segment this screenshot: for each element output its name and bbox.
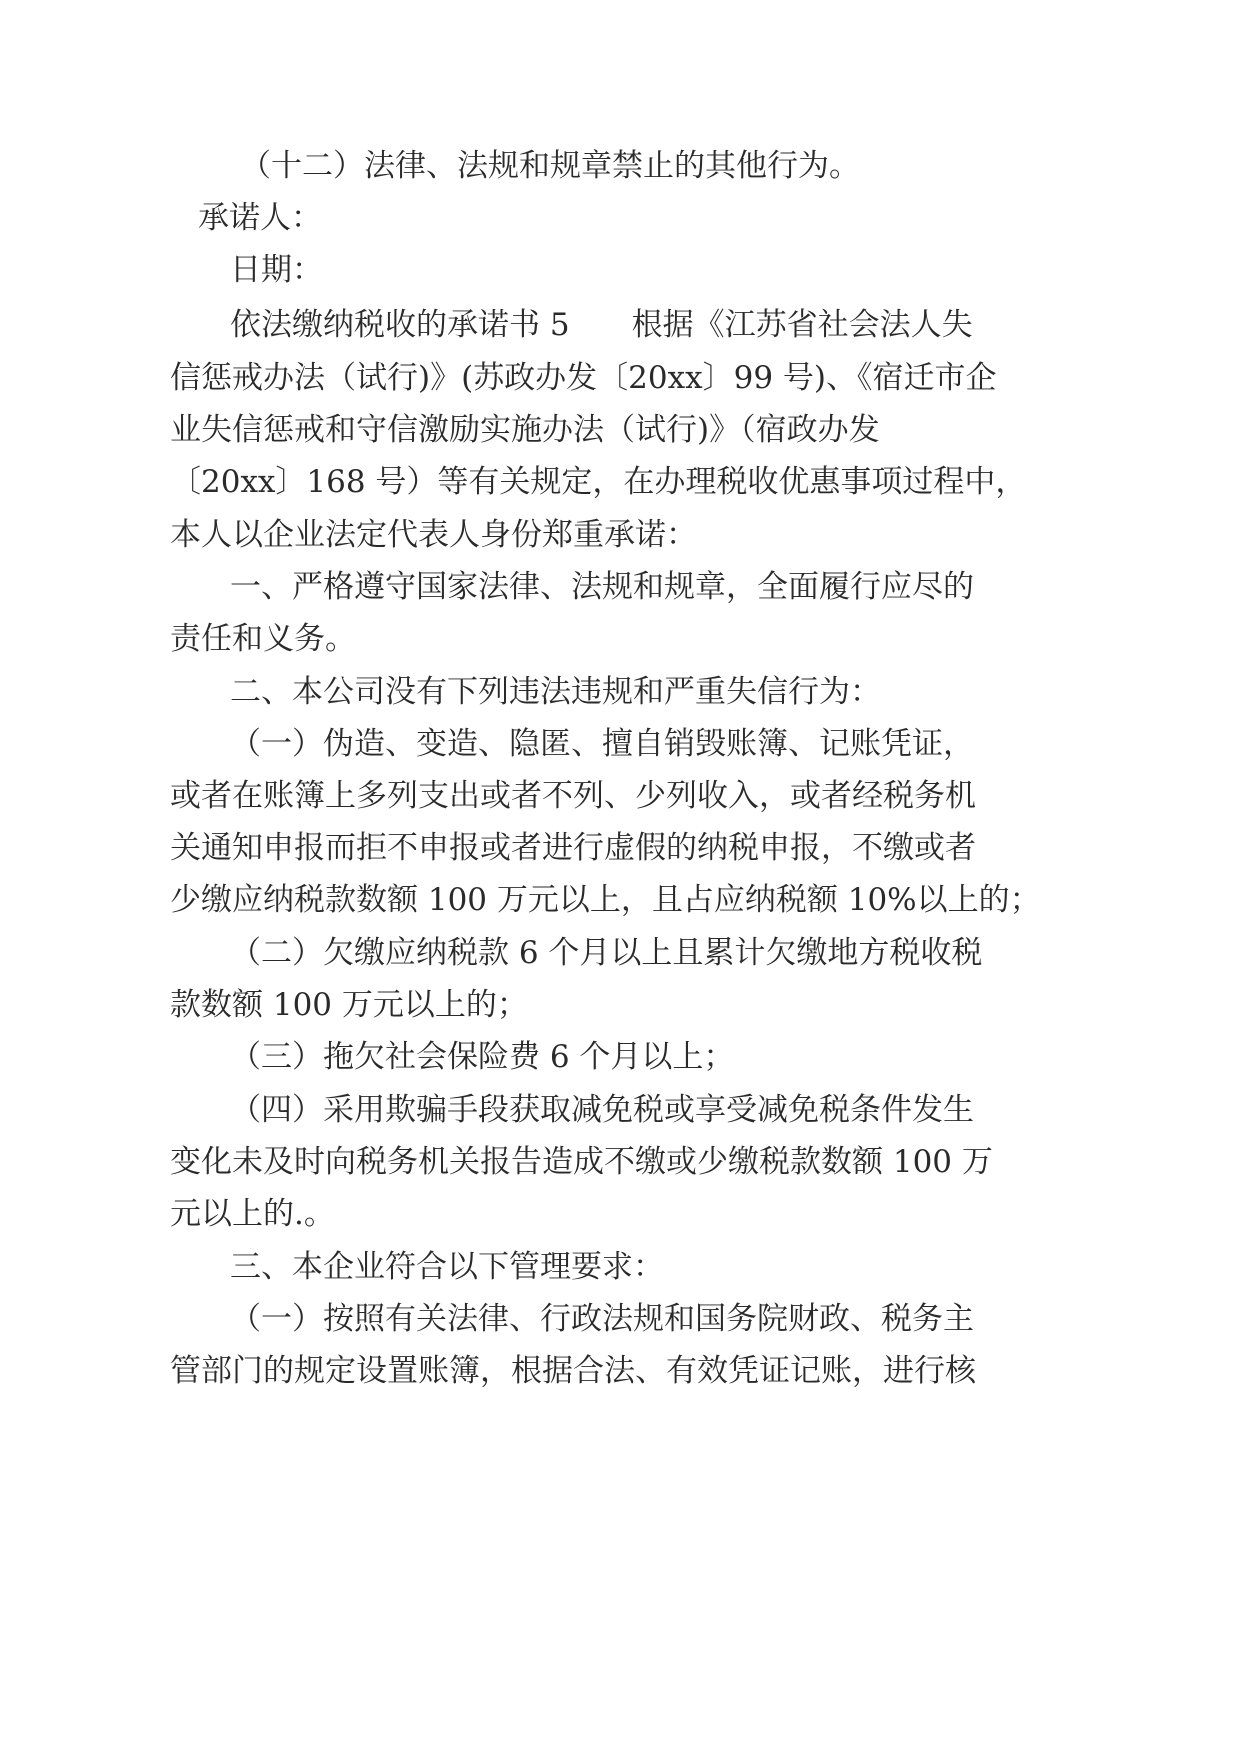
text-line: 责任和义务。: [170, 621, 356, 657]
text-line: 承诺人：: [198, 200, 322, 236]
text-line: 依法缴纳税收的承诺书 5 根据《江苏省社会法人失: [230, 307, 973, 343]
text-line: 或者在账簿上多列支出或者不列、少列收入，或者经税务机: [170, 778, 976, 814]
text-line: 三、本企业符合以下管理要求：: [230, 1249, 664, 1285]
text-line: （三）拖欠社会保险费 6 个月以上；: [230, 1039, 735, 1075]
text-line: （二）欠缴应纳税款 6 个月以上且累计欠缴地方税收税: [230, 935, 983, 971]
text-line: 关通知申报而拒不申报或者进行虚假的纳税申报，不缴或者: [170, 830, 976, 866]
text-line: 二、本公司没有下列违法违规和严重失信行为：: [230, 674, 881, 710]
text-line: （一）按照有关法律、行政法规和国务院财政、税务主: [230, 1301, 974, 1337]
text-line: （四）采用欺骗手段获取减免税或享受减免税条件发生: [230, 1092, 974, 1128]
text-line: 一、严格遵守国家法律、法规和规章，全面履行应尽的: [230, 569, 974, 605]
text-line: 款数额 100 万元以上的；: [170, 987, 528, 1023]
text-line: 日期：: [230, 252, 323, 288]
text-line: （十二）法律、法规和规章禁止的其他行为。: [240, 148, 860, 184]
text-line: 管部门的规定设置账簿，根据合法、有效凭证记账，进行核: [170, 1353, 976, 1389]
text-line: 少缴应纳税款数额 100 万元以上，且占应纳税额 10%以上的；: [170, 882, 1041, 918]
text-line: （一）伪造、变造、隐匿、擅自销毁账簿、记账凭证，: [230, 726, 974, 762]
text-line: 业失信惩戒和守信激励实施办法（试行)》（宿政办发: [170, 412, 880, 448]
text-line: 信惩戒办法（试行)》(苏政办发〔20xx〕99 号)、《宿迁市企: [170, 360, 997, 396]
text-line: 本人以企业法定代表人身份郑重承诺：: [170, 517, 697, 553]
text-line: 元以上的.。: [170, 1196, 335, 1232]
text-line: 〔20xx〕168 号）等有关规定，在办理税收优惠事项过程中，: [170, 464, 1027, 500]
text-line: 变化未及时向税务机关报告造成不缴或少缴税款数额 100 万: [170, 1144, 993, 1180]
